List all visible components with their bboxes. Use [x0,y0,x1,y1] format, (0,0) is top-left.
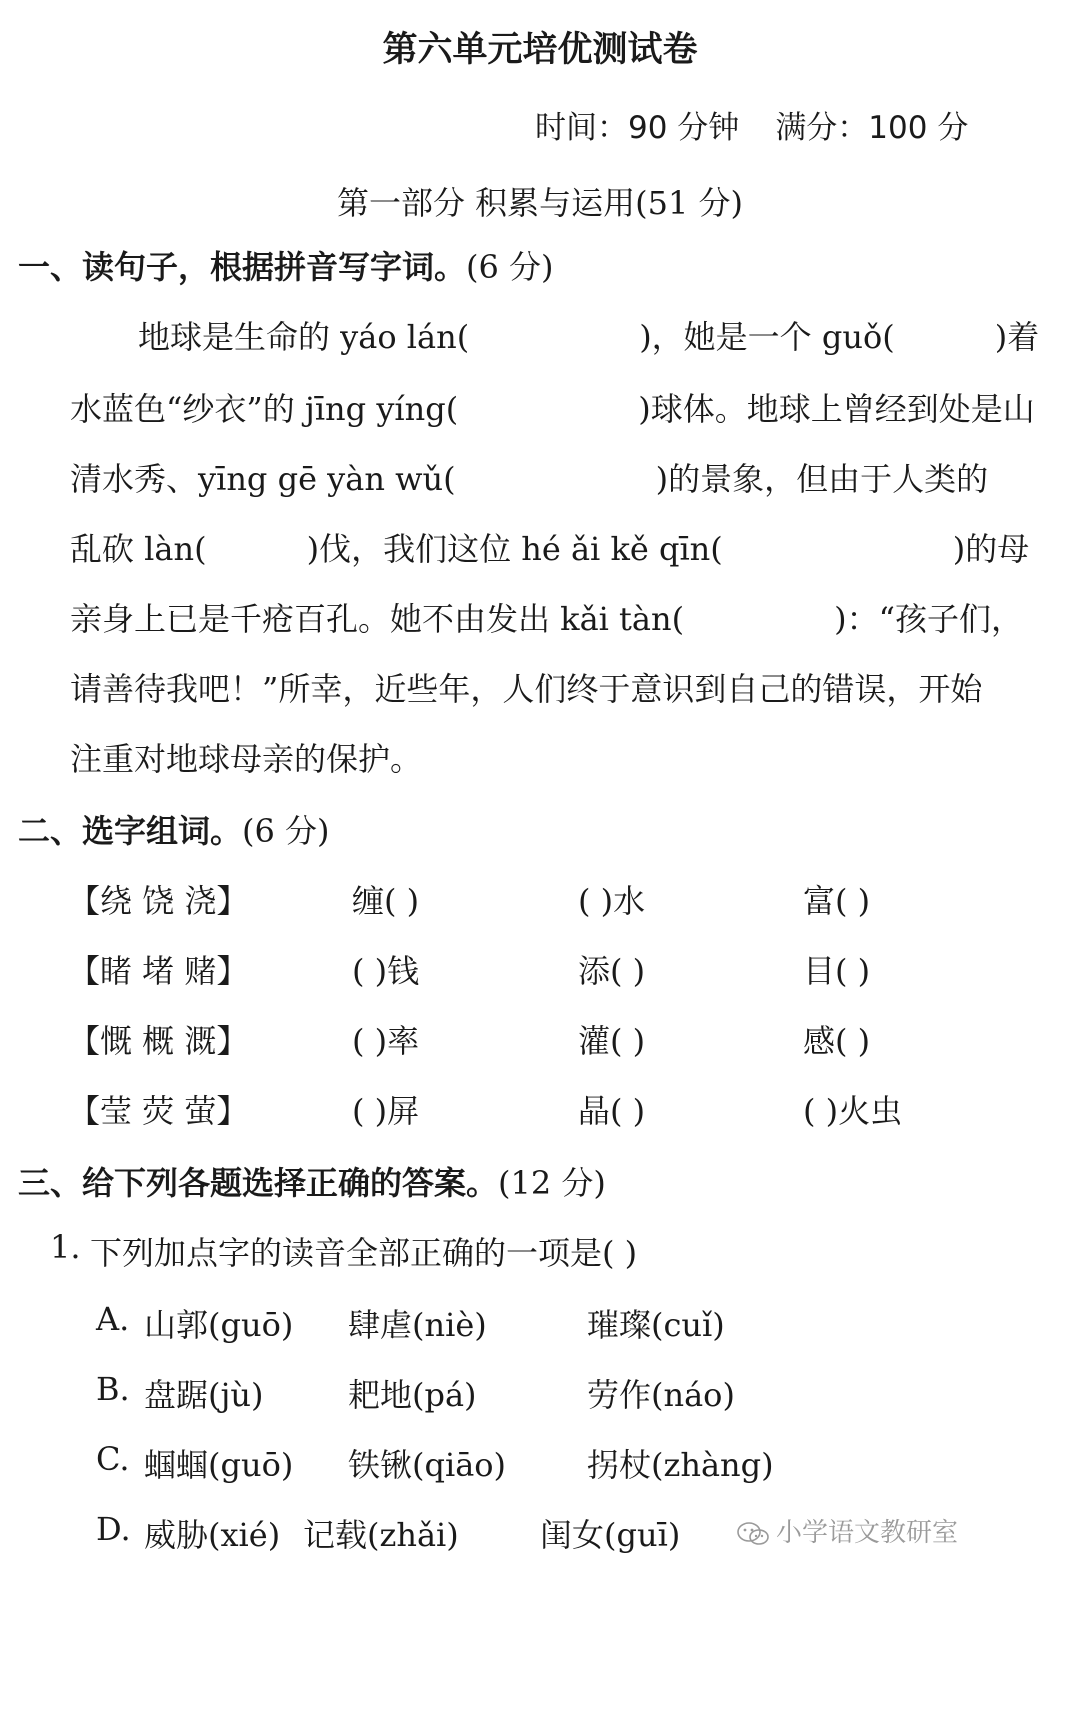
q1-option-b-1: 盘踞(jù) [144,1376,264,1414]
watermark-text: 小学语文教研室 [776,1518,959,1548]
s2-row-4-w2: 晶( ) [578,1092,646,1130]
s1-line-1 [138,312,1039,358]
s1-line-4-a: 乱砍 làn( [70,530,207,568]
watermark [736,1512,958,1549]
section3-heading [18,1158,606,1204]
section3-points: (12 分) [498,1164,606,1202]
s1-line-4-c: )的母 [952,530,1030,568]
s1-line-3-b: )的景象，但由于人类的 [655,460,989,498]
s2-row-1-chars: 【绕 饶 浇】 [68,882,249,920]
q1-option-d-3: 闺女(guī) [540,1516,681,1554]
q1-option-c-2: 铁锹(qiāo) [348,1446,507,1484]
q1-option-a-1: 山郭(guō) [144,1306,294,1344]
section1-heading [18,242,554,288]
s2-row-2-w1: ( )钱 [352,952,420,990]
s1-line-2 [70,384,1035,430]
s2-row-4-w3: ( )火虫 [803,1092,903,1130]
s1-line-6: 请善待我吧！”所幸，近些年，人们终于意识到自己的错误，开始 [70,670,983,708]
s1-line-1-c: )着 [994,318,1040,356]
section2-heading [18,806,330,852]
q1-option-d-1: 威胁(xié) [144,1516,281,1554]
section1-heading-text: 一、读句子，根据拼音写字词。 [18,248,467,286]
section2-points: (6 分) [242,812,330,850]
section3-heading-text: 三、给下列各题选择正确的答案。 [18,1164,499,1202]
q1-option-c-label: C. [96,1440,130,1478]
q1-option-a-label: A. [96,1300,130,1338]
s2-row-2-w3: 目( ) [803,952,871,990]
s2-row-3-w2: 灌( ) [578,1022,646,1060]
wechat-icon [736,1521,770,1547]
s2-row-3-w3: 感( ) [803,1022,871,1060]
s2-row-1-w1: 缠( ) [352,882,420,920]
s1-line-5 [70,594,1023,640]
part-heading: 第一部分 积累与运用(51 分) [336,184,744,222]
section2-heading-text: 二、选字组词。 [18,812,243,850]
exam-time: 时间：90 分钟 [535,110,740,146]
q1-option-c-1: 蝈蝈(guō) [144,1446,294,1484]
q1-option-c-3: 拐杖(zhàng) [587,1446,774,1484]
s1-line-7: 注重对地球母亲的保护。 [70,740,423,778]
page-title: 第六单元培优测试卷 [382,30,698,70]
s2-row-3-chars: 【慨 概 溉】 [68,1022,249,1060]
s1-line-5-a: 亲身上已是千疮百孔。她不由发出 kǎi tàn( [70,600,685,638]
q1-option-a-2: 肆虐(niè) [348,1306,487,1344]
q1-option-b-2: 耙地(pá) [348,1376,477,1414]
s1-line-4 [70,524,1029,570]
q1-stem: 下列加点字的读音全部正确的一项是( ) [90,1234,638,1272]
q1-number: 1. [50,1228,81,1266]
s2-row-1-w3: 富( ) [803,882,871,920]
s1-line-3-a: 清水秀、yīng gē yàn wǔ( [70,460,456,498]
q1-option-d-2: 记载(zhǎi) [303,1516,459,1554]
s2-row-2-w2: 添( ) [578,952,646,990]
section1-points: (6 分) [466,248,554,286]
exam-full-score: 满分：100 分 [775,110,969,146]
q1-option-d-label: D. [96,1510,131,1548]
s2-row-4-w1: ( )屏 [352,1092,420,1130]
exam-meta [535,102,968,147]
s2-row-4-chars: 【莹 荧 萤】 [68,1092,249,1130]
s1-line-3 [70,454,988,500]
s2-row-1-w2: ( )水 [578,882,646,920]
s1-line-1-b: )，她是一个 guǒ( [639,318,895,356]
s2-row-3-w1: ( )率 [352,1022,420,1060]
q1-option-b-3: 劳作(náo) [587,1376,735,1414]
s1-line-1-a: 地球是生命的 yáo lán( [138,318,470,356]
q1-option-a-3: 璀璨(cuǐ) [587,1306,725,1344]
s1-line-5-b: )：“孩子们， [834,600,1023,638]
s1-line-2-b: )球体。地球上曾经到处是山 [638,390,1035,428]
s2-row-2-chars: 【睹 堵 赌】 [68,952,249,990]
q1-option-b-label: B. [96,1370,130,1408]
s1-line-4-b: )伐，我们这位 hé ǎi kě qīn( [306,530,723,568]
s1-line-2-a: 水蓝色“纱衣”的 jīng yíng( [70,390,459,428]
